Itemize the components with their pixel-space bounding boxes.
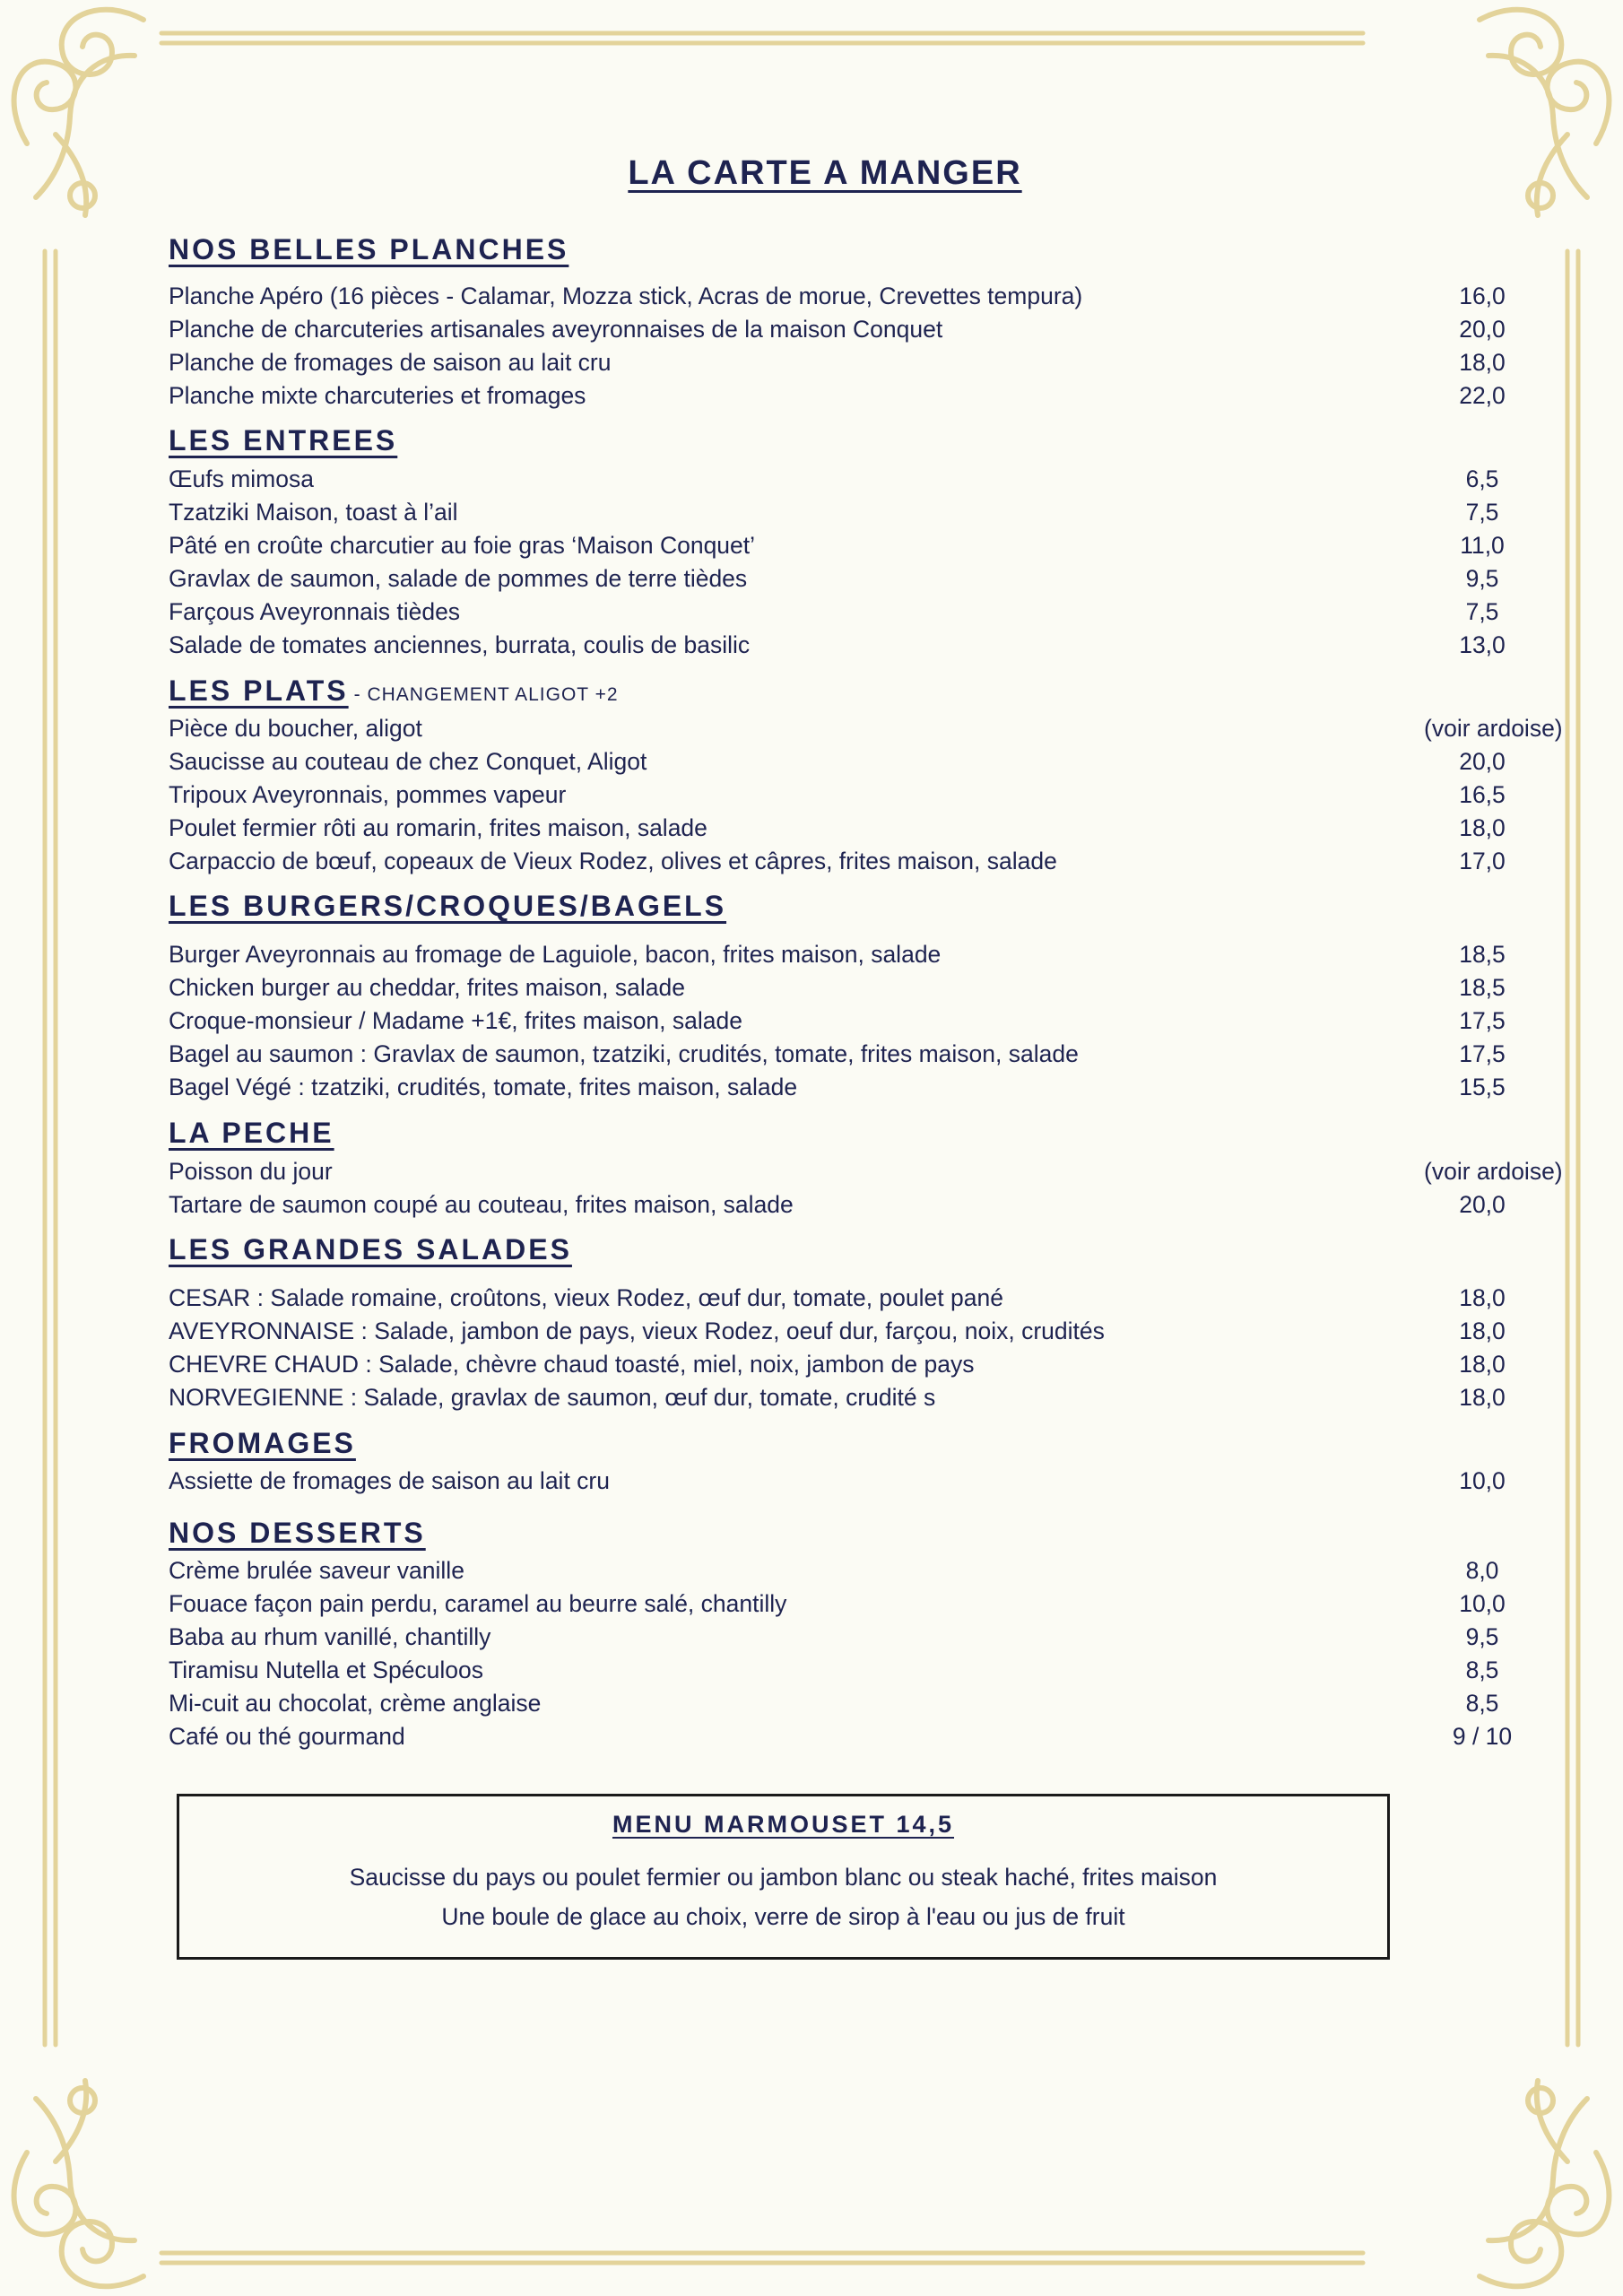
menu-item — [169, 938, 1506, 970]
item-name: Chicken burger au cheddar, frites maison, salade — [169, 974, 685, 1001]
item-price: 18,5 — [1459, 941, 1506, 968]
menu-item — [169, 1465, 1506, 1497]
menu-item — [169, 1155, 1563, 1187]
item-name: Planche de charcuteries artisanales aveyronnaises de la maison Conquet — [169, 316, 943, 343]
item-name: Mi-cuit au chocolat, crème anglaise — [169, 1690, 542, 1717]
item-name: Planche mixte charcuteries et fromages — [169, 382, 586, 409]
menu-item — [169, 778, 1506, 811]
menu-item — [169, 629, 1506, 661]
menu-item — [169, 562, 1499, 595]
item-name: Pièce du boucher, aligot — [169, 715, 422, 742]
section-title-salades: LES GRANDES SALADES — [169, 1233, 572, 1265]
menu-item — [169, 845, 1506, 877]
item-price: 10,0 — [1459, 1590, 1506, 1617]
menu-item — [169, 1381, 1506, 1413]
item-name: Pâté en croûte charcutier au foie gras ‘Maison Conquet’ — [169, 532, 756, 559]
item-name: Planche Apéro (16 pièces - Calamar, Mozza stick, Acras de morue, Crevettes tempura) — [169, 283, 1083, 309]
menu-item — [169, 313, 1506, 345]
item-price: 20,0 — [1459, 316, 1506, 343]
item-price: 9,5 — [1465, 1623, 1499, 1650]
menu-item — [169, 1720, 1513, 1752]
section-note: - CHANGEMENT ALIGOT +2 — [353, 684, 619, 705]
item-name: CHEVRE CHAUD : Salade, chèvre chaud toasté, miel, noix, jambon de pays — [169, 1351, 975, 1378]
item-price: 17,0 — [1459, 848, 1506, 874]
menu-item — [169, 712, 1563, 744]
section-title-burgers: LES BURGERS/CROQUES/BAGELS — [169, 890, 727, 922]
section-title-desserts: NOS DESSERTS — [169, 1517, 426, 1549]
menu-item — [169, 1554, 1499, 1587]
item-name: Tiramisu Nutella et Spéculoos — [169, 1657, 484, 1683]
item-name: Burger Aveyronnais au fromage de Laguiole, bacon, frites maison, salade — [169, 941, 942, 968]
item-price: 8,5 — [1465, 1657, 1499, 1683]
item-price: 7,5 — [1465, 499, 1499, 526]
section-title-peche: LA PECHE — [169, 1117, 334, 1149]
section-title-entrees: LES ENTREES — [169, 424, 398, 457]
item-name: Tartare de saumon coupé au couteau, frites maison, salade — [169, 1191, 794, 1218]
item-name: Poulet fermier rôti au romarin, frites maison, salade — [169, 814, 707, 841]
item-name: Planche de fromages de saison au lait cru — [169, 349, 612, 376]
menu-item — [169, 463, 1499, 495]
corner-ornament-bottom-right — [1480, 2081, 1609, 2286]
item-price: 8,0 — [1465, 1557, 1499, 1584]
item-price: 9,5 — [1465, 565, 1499, 592]
menu-item — [169, 1621, 1499, 1653]
item-price: 18,0 — [1459, 1384, 1506, 1411]
menu-item — [169, 1038, 1506, 1070]
item-price: 18,0 — [1459, 814, 1506, 841]
menu-item — [169, 1587, 1506, 1620]
menu-item — [169, 1004, 1506, 1037]
menu-item — [169, 1687, 1499, 1719]
item-price: 15,5 — [1459, 1074, 1506, 1100]
item-price: 18,0 — [1459, 1351, 1506, 1378]
item-name: Bagel au saumon : Gravlax de saumon, tzatziki, crudités, tomate, frites maison, salade — [169, 1040, 1079, 1067]
item-price: 6,5 — [1465, 465, 1499, 492]
menu-item — [169, 529, 1505, 561]
item-name: Tripoux Aveyronnais, pommes vapeur — [169, 781, 567, 808]
menu-item — [169, 812, 1506, 844]
menu-item — [169, 1654, 1499, 1686]
item-name: Tzatziki Maison, toast à l’ail — [169, 499, 458, 526]
item-price: 17,5 — [1459, 1040, 1506, 1067]
item-name: NORVEGIENNE : Salade, gravlax de saumon, œuf dur, tomate, crudité s — [169, 1384, 936, 1411]
section-title-fromages: FROMAGES — [169, 1427, 356, 1459]
item-name: Poisson du jour — [169, 1158, 333, 1185]
item-name: Saucisse au couteau de chez Conquet, Aligot — [169, 748, 647, 775]
item-name: Gravlax de saumon, salade de pommes de terre tièdes — [169, 565, 748, 592]
item-name: Farçous Aveyronnais tièdes — [169, 598, 461, 625]
menu-item — [169, 1188, 1506, 1221]
item-price: (voir ardoise) — [1424, 1158, 1563, 1185]
item-price: 18,0 — [1459, 1284, 1506, 1311]
item-name: Crème brulée saveur vanille — [169, 1557, 464, 1584]
item-price: (voir ardoise) — [1424, 715, 1563, 742]
item-name: CESAR : Salade romaine, croûtons, vieux Rodez, œuf dur, tomate, poulet pané — [169, 1284, 1003, 1311]
kids-menu-title: MENU MARMOUSET 14,5 — [612, 1811, 955, 1838]
menu-item — [169, 346, 1506, 378]
item-name: Baba au rhum vanillé, chantilly — [169, 1623, 491, 1650]
menu-item — [169, 1282, 1506, 1314]
menu-item — [169, 379, 1506, 412]
item-name: Café ou thé gourmand — [169, 1723, 405, 1750]
section-title-planches: NOS BELLES PLANCHES — [169, 233, 569, 265]
menu-item — [169, 745, 1506, 778]
item-price: 9 / 10 — [1452, 1723, 1513, 1750]
item-price: 22,0 — [1459, 382, 1506, 409]
item-price: 11,0 — [1460, 532, 1505, 559]
item-name: Croque-monsieur / Madame +1€, frites maison, salade — [169, 1007, 742, 1034]
item-price: 16,0 — [1459, 283, 1506, 309]
menu-item — [169, 1348, 1506, 1380]
item-price: 20,0 — [1459, 1191, 1506, 1218]
section-title-plats: LES PLATS - CHANGEMENT ALIGOT +2 — [169, 674, 619, 707]
item-price: 17,5 — [1459, 1007, 1506, 1034]
menu-title: LA CARTE A MANGER — [628, 154, 1022, 192]
item-name: Carpaccio de bœuf, copeaux de Vieux Rodez, olives et câpres, frites maison, salade — [169, 848, 1057, 874]
menu-item — [169, 1315, 1506, 1347]
menu-item — [169, 971, 1506, 1004]
item-price: 10,0 — [1459, 1467, 1506, 1494]
item-price: 18,0 — [1459, 349, 1506, 376]
kids-menu-box — [177, 1794, 1390, 1960]
item-price: 20,0 — [1459, 748, 1506, 775]
menu-item — [169, 596, 1499, 628]
menu-item — [169, 496, 1499, 528]
menu-item — [169, 280, 1506, 312]
item-price: 16,5 — [1459, 781, 1506, 808]
item-price: 13,0 — [1459, 631, 1506, 658]
item-price: 18,5 — [1459, 974, 1506, 1001]
item-name: AVEYRONNAISE : Salade, jambon de pays, vieux Rodez, oeuf dur, farçou, noix, crudités — [169, 1318, 1105, 1344]
item-price: 8,5 — [1465, 1690, 1499, 1717]
item-name: Bagel Végé : tzatziki, crudités, tomate, frites maison, salade — [169, 1074, 798, 1100]
item-price: 18,0 — [1459, 1318, 1506, 1344]
item-name: Assiette de fromages de saison au lait cru — [169, 1467, 610, 1494]
item-name: Salade de tomates anciennes, burrata, coulis de basilic — [169, 631, 751, 658]
item-price: 7,5 — [1465, 598, 1499, 625]
kids-menu-line: Saucisse du pays ou poulet fermier ou jambon blanc ou steak haché, frites maison — [349, 1864, 1218, 1891]
menu-item — [169, 1071, 1506, 1103]
corner-ornament-bottom-left — [14, 2081, 143, 2286]
item-name: Fouace façon pain perdu, caramel au beurre salé, chantilly — [169, 1590, 787, 1617]
kids-menu-line: Une boule de glace au choix, verre de sirop à l'eau ou jus de fruit — [441, 1903, 1125, 1930]
item-name: Œufs mimosa — [169, 465, 314, 492]
